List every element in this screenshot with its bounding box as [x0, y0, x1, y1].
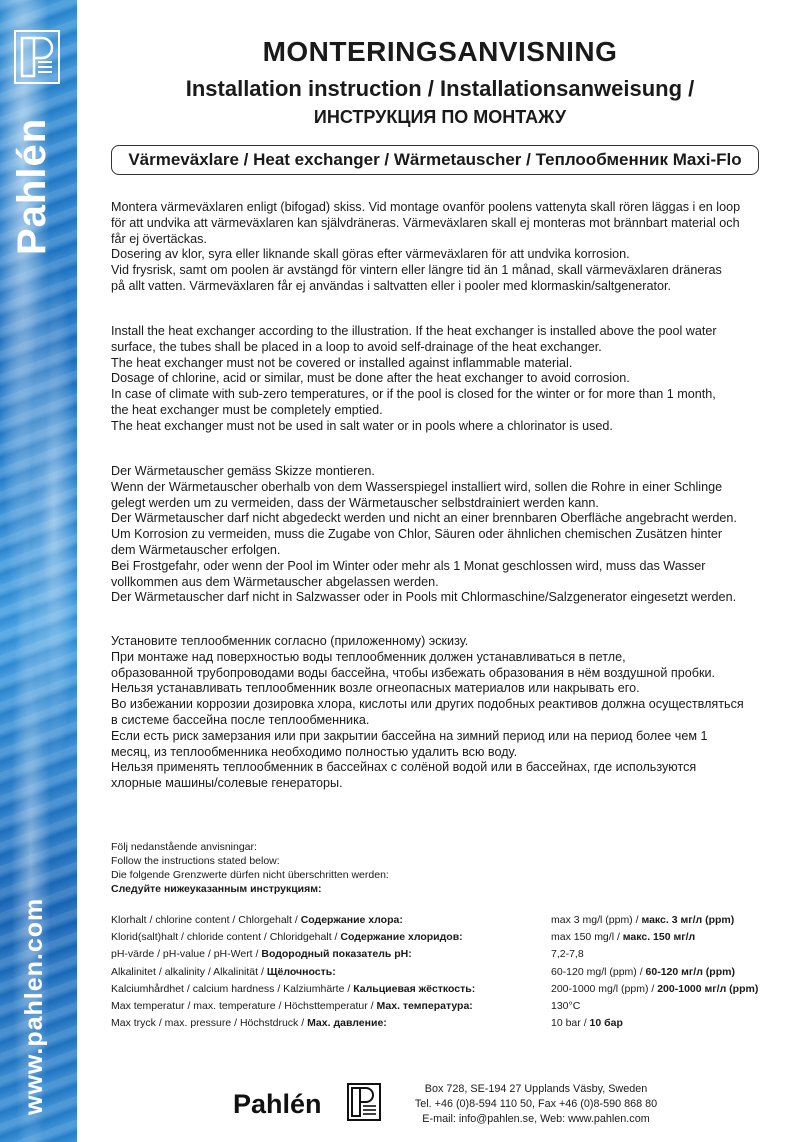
- limit-label: Max temperatur / max. temperature / Höchsttemperatur /: [111, 999, 377, 1012]
- text-line: месяц, из теплообменника необходимо полностью удалить всю воду.: [111, 744, 518, 759]
- text-line: Нельзя применять теплообменник в бассейнах с солёной водой или в бассейнах, где используются: [111, 760, 697, 775]
- text-line: Um Korrosion zu vermeiden, muss die Zugabe von Chlor, Säuren oder ähnlichen chemischen Zusätzen hinter: [111, 527, 723, 542]
- text-line: Wenn der Wärmetauscher oberhalb von dem Wasserspiegel installiert wird, sollen die Rohre in einer Schlinge: [111, 479, 723, 494]
- contact-address: Box 728, SE-194 27 Upplands Väsby, Sweden: [424, 1083, 648, 1095]
- limit-value-ru: 200-1000 мг/л (ppm): [657, 982, 759, 995]
- footer-logo: [233, 1083, 383, 1123]
- text-line: Dosage of chlorine, acid or similar, must be done after the heat exchanger to avoid corrosion.: [111, 371, 630, 386]
- limit-value: 130°C: [551, 999, 581, 1012]
- text-line: Install the heat exchanger according to the illustration. If the heat exchanger is installed above the pool water: [111, 324, 717, 338]
- text-line: surface, the tubes shall be placed in a loop to avoid self-drainage of the heat exchanger.: [111, 339, 602, 354]
- limit-label: pH-värde / pH-value / pH-Wert /: [111, 948, 262, 961]
- limit-value-ru: макс. 3 мг/л (ppm): [641, 914, 735, 926]
- text-line: Der Wärmetauscher gemäss Skizze montieren.: [111, 464, 375, 478]
- limit-label-ru: Щёлочность:: [266, 965, 336, 978]
- paragraph-german: [111, 464, 781, 606]
- limit-label: Klorhalt / chlorine content / Chlorgehalt /: [111, 914, 301, 926]
- limit-value-ru: 60-120 мг/л (ppm): [645, 965, 735, 978]
- instructions-ru: Следуйте нижеуказанным инструкциям:: [111, 883, 322, 895]
- footer-brand: Pahlén: [233, 1089, 322, 1119]
- page-title: MONTERINGSANVISNING: [262, 36, 618, 67]
- text-line: Нельзя устанавливать теплообменник возле огнеопасных материалов или накрывать его.: [111, 681, 640, 696]
- text-line: The heat exchanger must not be covered or installed against inflammable material.: [111, 355, 573, 370]
- limit-value: 7,2-7,8: [551, 948, 584, 961]
- table-row: [111, 929, 781, 946]
- paragraph-swedish: [111, 200, 781, 295]
- page-subtitle-ru: ИНСТРУКЦИЯ ПО МОНТАЖУ: [313, 107, 567, 127]
- text-line: Montera värmeväxlaren enligt (bifogad) skiss. Vid montage ovanför poolens vattenyta skall rören läggas i en loop: [111, 200, 741, 214]
- text-line: Dosering av klor, syra eller liknande skall göras efter värmeväxlaren för att undvika korrosion.: [111, 247, 630, 262]
- text-line: Если есть риск замерзания или при закрытии бассейна на зимний период или на период более чем 1: [111, 728, 708, 743]
- limit-label: Kalciumhårdhet / calcium hardness / Kalziumhärte /: [111, 982, 354, 995]
- text-line: In case of climate with sub-zero temperatures, or if the pool is closed for the winter or for more than 1 month,: [111, 387, 716, 402]
- text-line: образованной трубопроводами воды бассейна, чтобы избежать образования в нём воздушной пробки.: [111, 665, 716, 680]
- instructions-de: Die folgende Grenzwerte dürfen nicht überschritten werden:: [111, 869, 389, 881]
- text-line: The heat exchanger must not be used in salt water or in pools where a chlorinator is used.: [111, 418, 613, 433]
- paragraph-english: [111, 324, 781, 435]
- limit-label: Max tryck / max. pressure / Höchstdruck /: [111, 1017, 308, 1030]
- table-row: [111, 964, 781, 981]
- text-line: the heat exchanger must be completely emptied.: [111, 402, 383, 417]
- product-name-box: Värmeväxlare / Heat exchanger / Wärmetauscher / Теплообменник Maxi-Flo: [111, 145, 759, 175]
- table-row: [111, 981, 781, 998]
- limit-value: 60-120 mg/l (ppm) /: [551, 965, 646, 978]
- limit-value-ru: макс. 150 мг/л: [622, 931, 696, 944]
- instructions-heading: [111, 840, 389, 896]
- contact-info: [406, 1082, 666, 1127]
- text-line: Vid frysrisk, samt om poolen är avstängd för vintern eller längre tid än 1 månad, skall värmeväxlaren dräneras: [111, 263, 722, 278]
- text-line: dem Wärmetauscher erfolgen.: [111, 542, 281, 557]
- instructions-sv: Följ nedanstående anvisningar:: [111, 841, 257, 853]
- text-line: på allt vatten. Värmeväxlaren får ej användas i saltvatten eller i pooler med klormaskin/saltgenerator.: [111, 278, 672, 293]
- limit-label-ru: Содержание хлора:: [300, 914, 403, 926]
- limit-value: 10 bar /: [551, 1017, 590, 1030]
- table-row: [111, 946, 781, 963]
- table-row: [111, 1015, 781, 1032]
- text-line: för att undvika att värmeväxlaren kan självdräneras. Värmeväxlaren skall ej monteras mot brännbart material och: [111, 215, 740, 230]
- limit-value: 200-1000 mg/l (ppm) /: [551, 982, 658, 995]
- text-line: При монтаже над поверхностью воды теплообменник должен устанавливаться в петле,: [111, 649, 626, 664]
- text-line: får ej övertäckas.: [111, 231, 207, 246]
- sidebar-brand: Pahlén: [10, 117, 54, 255]
- pahlen-mark-icon: [347, 1083, 381, 1121]
- text-line: хлорные машины/солевые генераторы.: [111, 776, 343, 791]
- text-line: Во избежании коррозии дозировка хлора, кислоты или других подобных реактивов должна осуществляться: [111, 697, 744, 712]
- limit-label-ru: Водородный показатель pH:: [261, 948, 412, 961]
- limit-value: max 150 mg/l /: [551, 931, 623, 944]
- limit-label-ru: Мах. температура:: [376, 999, 473, 1012]
- limit-value: max 3 mg/l (ppm) /: [551, 914, 642, 926]
- limit-value-ru: 10 бар: [589, 1017, 623, 1030]
- contact-phone: Tel. +46 (0)8-594 110 50, Fax +46 (0)8-590 868 80: [414, 1098, 658, 1110]
- instructions-en: Follow the instructions stated below:: [111, 855, 280, 867]
- limits-table: [111, 912, 781, 1032]
- text-line: gelegt werden um zu vermeiden, dass der Wärmetauscher selbstdrainiert werden kann.: [111, 495, 599, 510]
- text-line: Bei Frostgefahr, oder wenn der Pool im Winter oder mehr als 1 Monat geschlossen wird, muss das Wasser: [111, 558, 706, 573]
- text-line: Der Wärmetauscher darf nicht in Salzwasser oder in Pools mit Chlormaschine/Salzgenerator eingesetzt werden.: [111, 590, 737, 605]
- table-row: [111, 912, 781, 929]
- limit-label-ru: Кальциевая жёсткость:: [353, 982, 476, 995]
- paragraph-russian: [111, 634, 781, 792]
- text-line: vollkommen aus dem Wärmetauscher abgelassen werden.: [111, 574, 439, 589]
- limit-label-ru: Мах. давление:: [307, 1017, 387, 1030]
- table-row: [111, 998, 781, 1015]
- page-subtitle: Installation instruction / Installationsanweisung /: [185, 76, 695, 101]
- text-line: Установите теплообменник согласно (приложенному) эскизу.: [111, 634, 469, 648]
- limit-label-ru: Содержание хлоридов:: [340, 931, 463, 944]
- sidebar-url: www.pahlen.com: [20, 897, 48, 1115]
- text-line: Der Wärmetauscher darf nicht abgedeckt werden und nicht an einer brennbaren Oberfläche angebracht werden.: [111, 511, 737, 526]
- pahlen-logo-icon: [14, 30, 60, 84]
- text-line: в системе бассейна после теплообменника.: [111, 712, 370, 727]
- limit-label: Klorid(salt)halt / chloride content / Chloridgehalt /: [111, 931, 341, 944]
- contact-web: E-mail: info@pahlen.se, Web: www.pahlen.com: [422, 1113, 650, 1125]
- limit-label: Alkalinitet / alkalinity / Alkalinität /: [111, 965, 267, 978]
- side-banner: [0, 0, 77, 1142]
